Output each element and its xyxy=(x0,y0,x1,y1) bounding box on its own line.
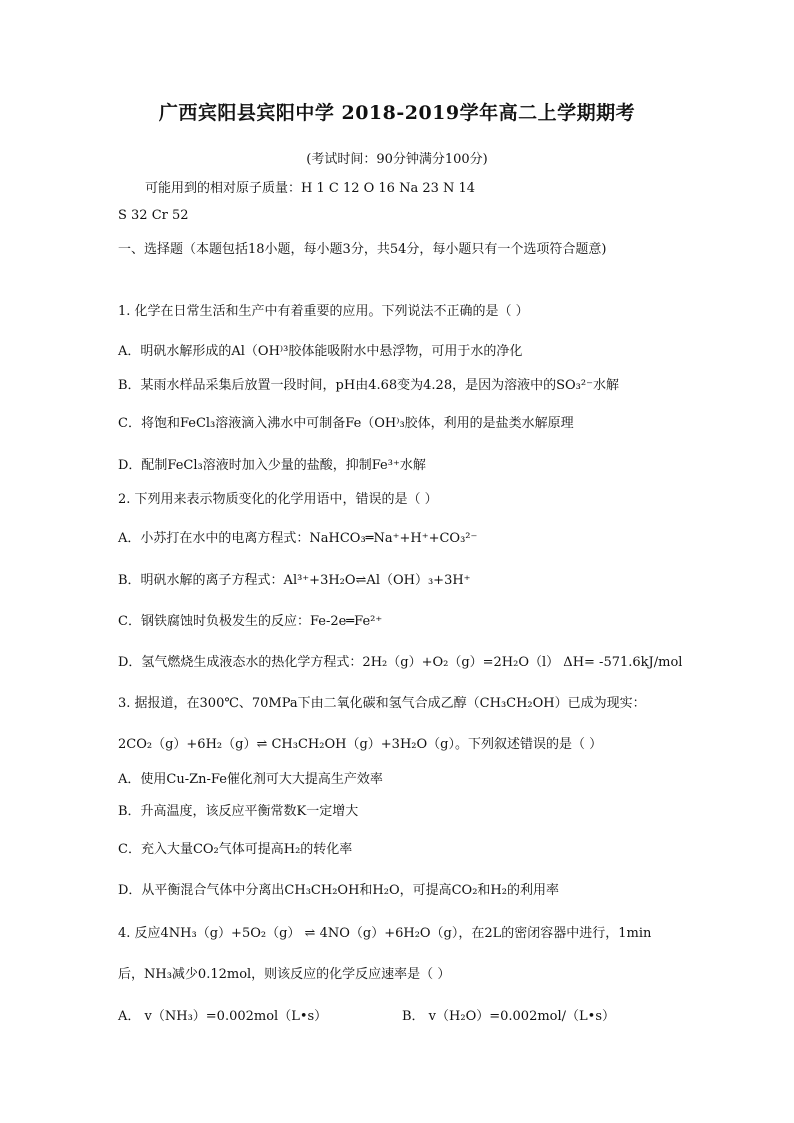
q3-stem-2: 2CO₂（g）+6H₂（g）⇌ CH₃CH₂OH（g）+3H₂O（g）。下列叙述错误的是（ ） xyxy=(118,737,603,752)
q3-option-c: C．充入大量CO₂气体可提高H₂的转化率 xyxy=(118,842,353,857)
section-heading: 一、选择题（本题包括18小题，每小题3分，共54分，每小题只有一个选项符合题意) xyxy=(118,242,607,257)
q1-option-c: C．将饱和FeCl₃溶液滴入沸水中可制备Fe（OH⁾₃胶体，利用的是盐类水解原理 xyxy=(118,416,574,431)
page-title: 广西宾阳县宾阳中学 2018-2019学年高二上学期期考 xyxy=(158,102,636,124)
q2-option-b: B．明矾水解的离子方程式：Al³⁺+3H₂O⇌Al（OH）₃+3H⁺ xyxy=(118,573,471,588)
atomic-masses-line-1: 可能用到的相对原子质量：H 1 C 12 O 16 Na 23 N 14 xyxy=(145,181,476,196)
q1-option-b: B．某雨水样品采集后放置一段时间，pH由4.68变为4.28，是因为溶液中的SO₃²⁻水解 xyxy=(118,378,619,393)
q4-stem-1: 4. 反应4NH₃（g）+5O₂（g） ⇌ 4NO（g）+6H₂O（g），在2L的密闭容器中进行，1min xyxy=(118,926,652,941)
q3-stem-1: 3. 据报道，在300℃、70MPa下由二氧化碳和氢气合成乙醇（CH₃CH₂OH）已成为现实： xyxy=(118,696,646,711)
q4-stem-2: 后，NH₃减少0.12mol，则该反应的化学反应速率是（ ） xyxy=(118,967,451,982)
q4-option-a: A． v（NH₃）=0.002mol（L•s） xyxy=(118,1009,328,1024)
atomic-masses-line-2: S 32 Cr 52 xyxy=(118,208,189,223)
q2-option-d: D．氢气燃烧生成液态水的热化学方程式：2H₂（g）+O₂（g）=2H₂O（l） ΔH= -571.6kJ/mol xyxy=(118,655,683,670)
q3-option-d: D．从平衡混合气体中分离出CH₃CH₂OH和H₂O，可提高CO₂和H₂的利用率 xyxy=(118,883,559,898)
q3-option-b: B．升高温度，该反应平衡常数K一定增大 xyxy=(118,804,359,819)
q2-stem: 2. 下列用来表示物质变化的化学用语中，错误的是（ ） xyxy=(118,492,438,507)
q1-stem: 1. 化学在日常生活和生产中有着重要的应用。下列说法不正确的是（ ） xyxy=(118,304,529,319)
q1-option-d: D．配制FeCl₃溶液时加入少量的盐酸，抑制Fe³⁺水解 xyxy=(118,458,426,473)
q2-option-c: C．钢铁腐蚀时负极发生的反应：Fe-2e═Fe²⁺ xyxy=(118,614,383,629)
q2-option-a: A．小苏打在水中的电离方程式：NaHCO₃═Na⁺+H⁺+CO₃²⁻ xyxy=(118,531,478,546)
q4-option-b: B． v（H₂O）=0.002mol/（L•s） xyxy=(402,1009,616,1024)
exam-info: (考试时间：90分钟满分100分) xyxy=(306,152,488,167)
q3-option-a: A．使用Cu-Zn-Fe催化剂可大大提高生产效率 xyxy=(118,772,383,787)
q1-option-a: A．明矾水解形成的Al（OH⁾³胶体能吸附水中悬浮物，可用于水的净化 xyxy=(118,344,523,359)
